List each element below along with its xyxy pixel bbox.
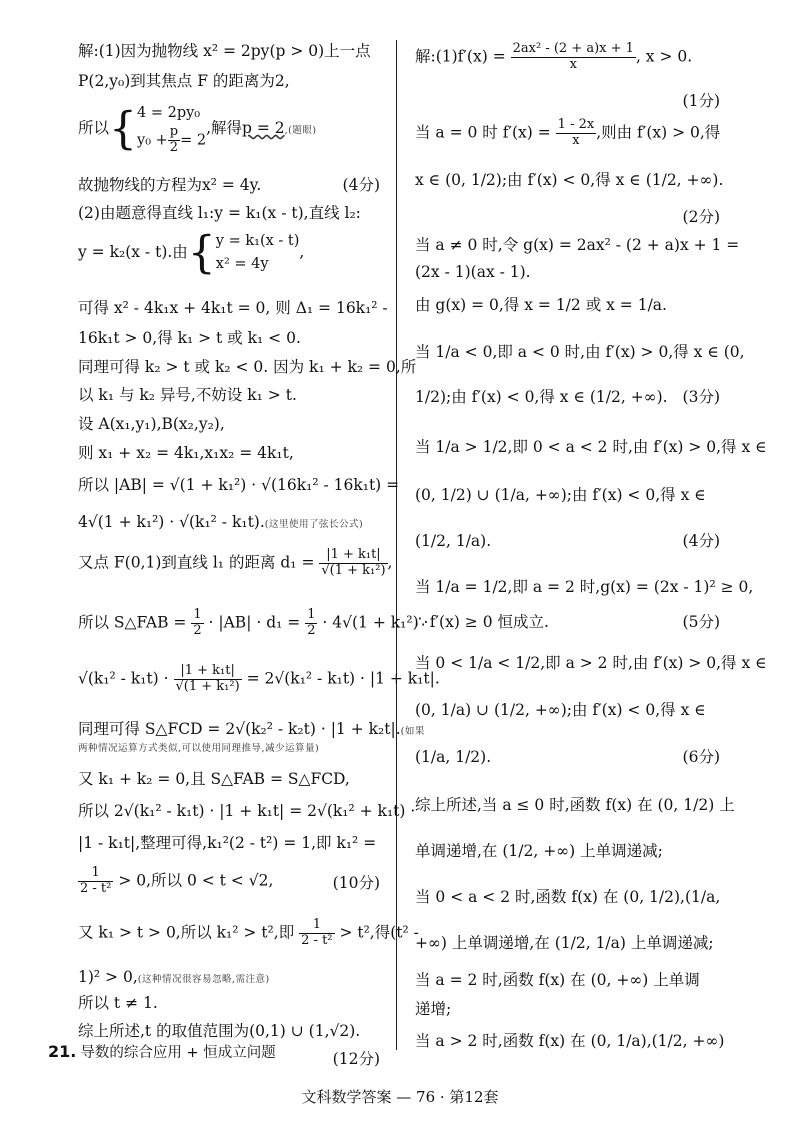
text-line: 4√(1 + k₁²) · √(k₁² - k₁t).(这里使用了弦长公式) — [78, 513, 364, 531]
text-line: 则 x₁ + x₂ = 4k₁,x₁x₂ = 4k₁t, — [78, 444, 294, 462]
text-line: 当 a ≠ 0 时,令 g(x) = 2ax² - (2 + a)x + 1 = — [415, 236, 740, 254]
left-brace: { — [109, 103, 138, 155]
text-line: 以 k₁ 与 k₂ 异号,不妨设 k₁ > t. — [78, 386, 297, 404]
text-line: P(2,y₀)到其焦点 F 的距离为2, — [78, 72, 290, 90]
text-line: 当 1/a = 1/2,即 a = 2 时,g(x) = (2x - 1)² ≥ 0, — [415, 578, 754, 596]
fraction: $\frac{1}{\text{2 - t²}}$ — [80, 865, 112, 896]
fraction: $\frac{p}{2}$ — [169, 124, 179, 156]
text-line: +∞) 上单调递增,在 (1/2, 1/a) 上单调递减; — [415, 934, 714, 952]
text-line: √(k₁² - k₁t) · $\frac{\text{|1 + k₁t|}}{\text{√(1 + k₁²)}}$ = 2√(k₁² - k₁t) · |1 + k₁t|. — [78, 663, 440, 694]
text-line: 解:(1)因为抛物线 x² = 2py(p > 0)上一点 — [78, 42, 371, 60]
score-points: (6分) — [682, 748, 720, 766]
score-points: (5分) — [682, 613, 720, 631]
equation-system: y = k₁(x - t) x² = 4y — [215, 233, 300, 273]
text-line: 递增; — [415, 1000, 452, 1018]
text-line: 所以 S△FAB = $\frac{1}{2}$ · |AB| · d₁ = $\frac{1}{2}$ · 4√(1 + k₁²) · — [78, 607, 429, 638]
score-points: (2分) — [682, 208, 720, 226]
text-line: 当 a > 2 时,函数 f(x) 在 (0, 1/a),(1/2, +∞) — [415, 1032, 725, 1050]
text-line: $\frac{1}{\text{2 - t²}}$ > 0,所以 0 < t < √2, — [80, 865, 274, 896]
text-line: 同理可得 S△FCD = 2√(k₂² - k₂t) · |1 + k₂t|.(如果 — [78, 720, 425, 738]
fraction: $\frac{\text{|1 + k₁t|}}{\text{√(1 + k₁²)}}$ — [321, 547, 386, 578]
fraction: $\frac{\text{|1 + k₁t|}}{\text{√(1 + k₁²)}}$ — [175, 663, 240, 694]
text-line: 当 0 < a < 2 时,函数 f(x) 在 (0, 1/2),(1/a, — [415, 888, 721, 906]
text-line: 所以 |AB| = √(1 + k₁²) · √(16k₁² - 16k₁t) = — [78, 476, 400, 494]
text-line: 又 k₁ > t > 0,所以 k₁² > t²,即 $\frac{1}{\text{2 - t²}}$ > t²,得(t² - — [78, 917, 419, 948]
text-line: (2)由题意得直线 l₁:y = k₁(x - t),直线 l₂: — [78, 204, 361, 222]
score-points: (4分) — [342, 176, 380, 194]
text-line: 1)² > 0,(这种情况很容易忽略,需注意) — [78, 968, 270, 986]
text-line: 由 g(x) = 0,得 x = 1/2 或 x = 1/a. — [415, 296, 667, 314]
text-line: 当 a = 2 时,函数 f(x) 在 (0, +∞) 上单调 — [415, 971, 700, 989]
column-divider — [396, 40, 397, 1050]
margin-note: (这里使用了弦长公式) — [264, 519, 364, 530]
text-line: 同理可得 k₂ > t 或 k₂ < 0. 因为 k₁ + k₂ = 0,所 — [78, 358, 417, 376]
margin-note: 两种情况运算方式类似,可以使用同理推导,减少运算量) — [78, 743, 320, 754]
text-line: ∴ f′(x) ≥ 0 恒成立. — [415, 613, 549, 631]
text-line: 当 1/a > 1/2,即 0 < a < 2 时,由 f′(x) > 0,得 x ∈ — [415, 438, 767, 456]
text-line: 综上所述,t 的取值范围为(0,1) ∪ (1,√2). — [78, 1022, 361, 1040]
score-points: (10分) — [332, 874, 380, 892]
margin-note: ,(题眼) — [284, 125, 317, 137]
text-line: (1/2, 1/a). — [415, 532, 492, 550]
score-points: (1分) — [682, 92, 720, 110]
equation-system-line: 所以{ 4 = 2py₀ y₀ + $\frac{p}{2}$ = 2 ,解得p = 2,(题眼) — [78, 103, 317, 156]
text-line: 设 A(x₁,y₁),B(x₂,y₂), — [78, 415, 225, 433]
text-line: 16k₁t > 0,得 k₁ > t 或 k₁ < 0. — [78, 329, 301, 347]
margin-note: (如果 — [400, 726, 425, 737]
text-line: (0, 1/2) ∪ (1/a, +∞);由 f′(x) < 0,得 x ∈ — [415, 486, 706, 504]
fraction: $\frac{1}{\text{2 - t²}}$ — [301, 917, 333, 948]
equation-system-line: y = k₂(x - t).由{ y = k₁(x - t) x² = 4y , — [78, 227, 305, 279]
fraction: $\frac{1 - 2x}{x}$ — [557, 117, 595, 148]
text-line: (2x - 1)(ax - 1). — [415, 263, 531, 281]
text-line: 综上所述,当 a ≤ 0 时,函数 f(x) 在 (0, 1/2) 上 — [415, 796, 735, 814]
text-line: |1 - k₁t|,整理可得,k₁²(2 - t²) = 1,即 k₁² = — [78, 834, 377, 852]
fraction: $\frac{1}{2}$ — [307, 607, 316, 638]
score-points: (4分) — [682, 532, 720, 550]
text-line: (1/a, 1/2). — [415, 748, 492, 766]
text-line: 解:(1)f′(x) = $\frac{\text{2ax² - (2 + a)x + 1}}{x}$ , x > 0. — [415, 41, 693, 72]
text-line: 当 1/a < 0,即 a < 0 时,由 f′(x) > 0,得 x ∈ (0, — [415, 343, 745, 361]
page-footer: 文科数学答案 — 76 · 第12套 — [301, 1088, 499, 1106]
text-line: (0, 1/a) ∪ (1/2, +∞);由 f′(x) < 0,得 x ∈ — [415, 701, 706, 719]
question-number: 21. — [48, 1042, 77, 1061]
text-line: x ∈ (0, 1/2);由 f′(x) < 0,得 x ∈ (1/2, +∞). — [415, 171, 724, 189]
fraction: $\frac{1}{2}$ — [193, 607, 202, 638]
text-line: 当 0 < 1/a < 1/2,即 a > 2 时,由 f′(x) > 0,得 x ∈ — [415, 654, 767, 672]
text-line: 所以 2√(k₁² - k₁t) · |1 + k₁t| = 2√(k₁² + k₁t) · — [78, 802, 416, 820]
text-line: 故抛物线的方程为x² = 4y. — [78, 176, 262, 194]
equation-system: 4 = 2py₀ y₀ + $\frac{p}{2}$ = 2 — [137, 105, 207, 156]
fraction: $\frac{\text{2ax² - (2 + a)x + 1}}{x}$ — [512, 41, 634, 72]
key-result: p = 2 — [242, 119, 285, 138]
text-line: 单调递增,在 (1/2, +∞) 上单调递减; — [415, 842, 663, 860]
text-line: 所以 t ≠ 1. — [78, 994, 158, 1012]
text-line: 又点 F(0,1)到直线 l₁ 的距离 d₁ = $\frac{\text{|1 + k₁t|}}{\text{√(1 + k₁²)}}$ , — [78, 547, 393, 578]
margin-note: (这种情况很容易忽略,需注意) — [137, 974, 270, 985]
text-line: 可得 x² - 4k₁x + 4k₁t = 0, 则 Δ₁ = 16k₁² - — [78, 299, 388, 317]
text-line: 当 a = 0 时 f′(x) = $\frac{1 - 2x}{x}$ ,则由 f′(x) > 0,得 — [415, 117, 721, 148]
text-line: 1/2);由 f′(x) < 0,得 x ∈ (1/2, +∞). — [415, 388, 668, 406]
score-points: (12分) — [332, 1050, 380, 1068]
text-line: 又 k₁ + k₂ = 0,且 S△FAB = S△FCD, — [78, 770, 350, 788]
question-title: 导数的综合应用 + 恒成立问题 — [80, 1045, 276, 1061]
score-points: (3分) — [682, 388, 720, 406]
question-21-heading — [48, 1041, 276, 1062]
left-brace: { — [187, 227, 216, 279]
